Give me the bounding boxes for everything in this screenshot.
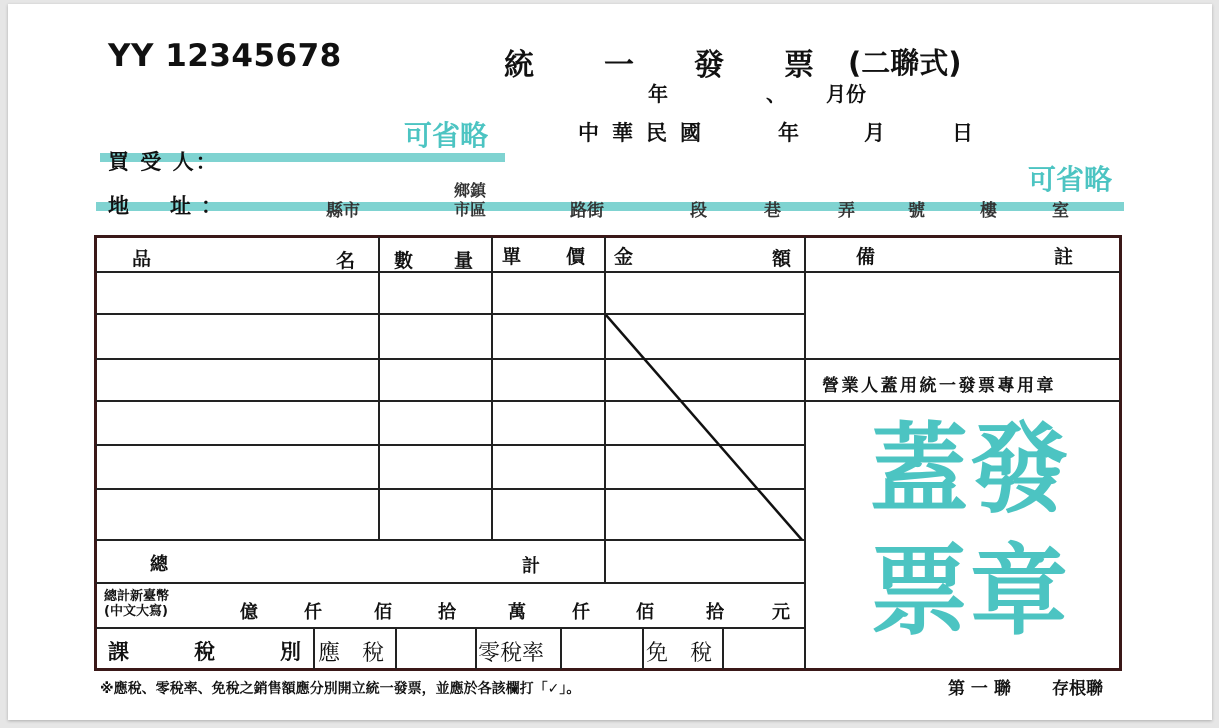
- unit-bai-1: 佰: [374, 602, 392, 623]
- address-alley: 弄: [838, 201, 855, 221]
- col-line: [642, 627, 644, 669]
- total-label-b: 計: [522, 556, 540, 577]
- footer-note: ※應稅、零稅率、免稅之銷售額應分別開立統一發票，並應於各該欄打「✓」。: [100, 681, 581, 697]
- period-separator: 、: [766, 82, 786, 106]
- copy-type: 存根聯: [1052, 679, 1103, 699]
- header-item-b: 名: [336, 250, 356, 272]
- header-qty-a: 數: [394, 250, 414, 272]
- title-char-3: 發: [694, 48, 724, 83]
- date-month: 月: [864, 121, 885, 145]
- unit-yi: 億: [240, 602, 258, 623]
- title-char-1: 統: [504, 48, 534, 83]
- col-line: [722, 627, 724, 669]
- header-note-a: 備: [856, 246, 876, 268]
- zero-rate-checkbox[interactable]: [563, 629, 641, 669]
- col-line: [395, 627, 397, 669]
- col-line: [313, 627, 315, 669]
- period-month: 月份: [826, 82, 866, 106]
- stamp-placeholder-line-1: 蓋發: [870, 413, 1071, 527]
- address-county: 縣市: [326, 201, 360, 221]
- tax-option-exempt: 免 稅: [646, 641, 713, 666]
- unit-wan: 萬: [508, 602, 526, 623]
- exempt-checkbox[interactable]: [725, 629, 803, 669]
- copy-number: 第 一 聯: [948, 679, 1011, 699]
- period-year: 年: [648, 82, 668, 106]
- stamp-placeholder-line-2: 票章: [870, 535, 1071, 649]
- col-line: [378, 237, 380, 539]
- col-line: [475, 627, 477, 669]
- unit-bai-2: 佰: [636, 602, 654, 623]
- address-room: 室: [1052, 201, 1069, 221]
- header-price-a: 單: [502, 246, 522, 268]
- unit-shi-1: 拾: [438, 602, 456, 623]
- address-section: 段: [690, 201, 707, 221]
- date-day: 日: [952, 121, 973, 145]
- stamp-caption: 營業人蓋用統一發票專用章: [822, 376, 1056, 396]
- omit-label-address: 可省略: [1028, 163, 1113, 196]
- header-amount-b: 額: [772, 248, 792, 270]
- note-line: [804, 400, 1120, 402]
- taxable-checkbox[interactable]: [398, 629, 474, 669]
- address-lane: 巷: [764, 201, 781, 221]
- tax-label-b: 稅: [194, 640, 215, 664]
- col-line: [560, 627, 562, 669]
- row-line: [96, 582, 804, 584]
- date-year: 年: [778, 121, 799, 145]
- chinese-total-label-1: 總計新臺幣: [104, 589, 170, 604]
- header-note-b: 註: [1054, 246, 1074, 268]
- date-char-2: 華: [612, 121, 633, 145]
- address-township-top: 鄉鎮: [454, 181, 487, 200]
- tax-option-zero-rate: 零稅率: [478, 641, 545, 666]
- address-road: 路街: [570, 201, 604, 221]
- note-line: [804, 271, 1120, 273]
- row-line: [96, 271, 804, 273]
- chinese-total-label: [104, 589, 169, 619]
- chinese-total-label-2: (中文大寫): [104, 604, 168, 619]
- unit-yuan: 元: [772, 602, 790, 623]
- address-label: 地 址：: [108, 194, 232, 218]
- col-line: [491, 237, 493, 539]
- unit-qian-2: 仟: [572, 602, 590, 623]
- title-copy-type: (二聯式): [848, 46, 962, 80]
- header-item-a: 品: [132, 248, 152, 270]
- address-township-bottom: 市區: [454, 200, 487, 219]
- invoice-serial-number: YY 12345678: [108, 38, 342, 74]
- title-char-2: 一: [604, 48, 634, 83]
- unit-qian-1: 仟: [304, 602, 322, 623]
- date-char-3: 民: [646, 121, 667, 145]
- total-label-a: 總: [150, 554, 168, 575]
- tax-label-a: 課: [108, 640, 129, 664]
- header-qty-b: 量: [454, 250, 474, 272]
- date-char-1: 中: [578, 121, 599, 145]
- amount-void-diagonal: [604, 315, 804, 540]
- address-township: [454, 181, 486, 219]
- date-char-4: 國: [680, 121, 701, 145]
- address-floor: 樓: [980, 201, 997, 221]
- omit-label-buyer: 可省略: [404, 119, 489, 152]
- address-highlight-band: [96, 202, 1124, 211]
- header-price-b: 價: [566, 246, 586, 268]
- title-char-4: 票: [784, 48, 814, 83]
- unit-shi-2: 拾: [706, 602, 724, 623]
- header-amount-a: 金: [614, 246, 634, 268]
- buyer-label: 買 受 人：: [108, 150, 219, 174]
- col-line: [804, 237, 806, 669]
- address-number: 號: [908, 201, 925, 221]
- tax-label-c: 別: [280, 640, 301, 664]
- note-line: [804, 358, 1120, 360]
- tax-option-taxable: 應 稅: [318, 641, 385, 666]
